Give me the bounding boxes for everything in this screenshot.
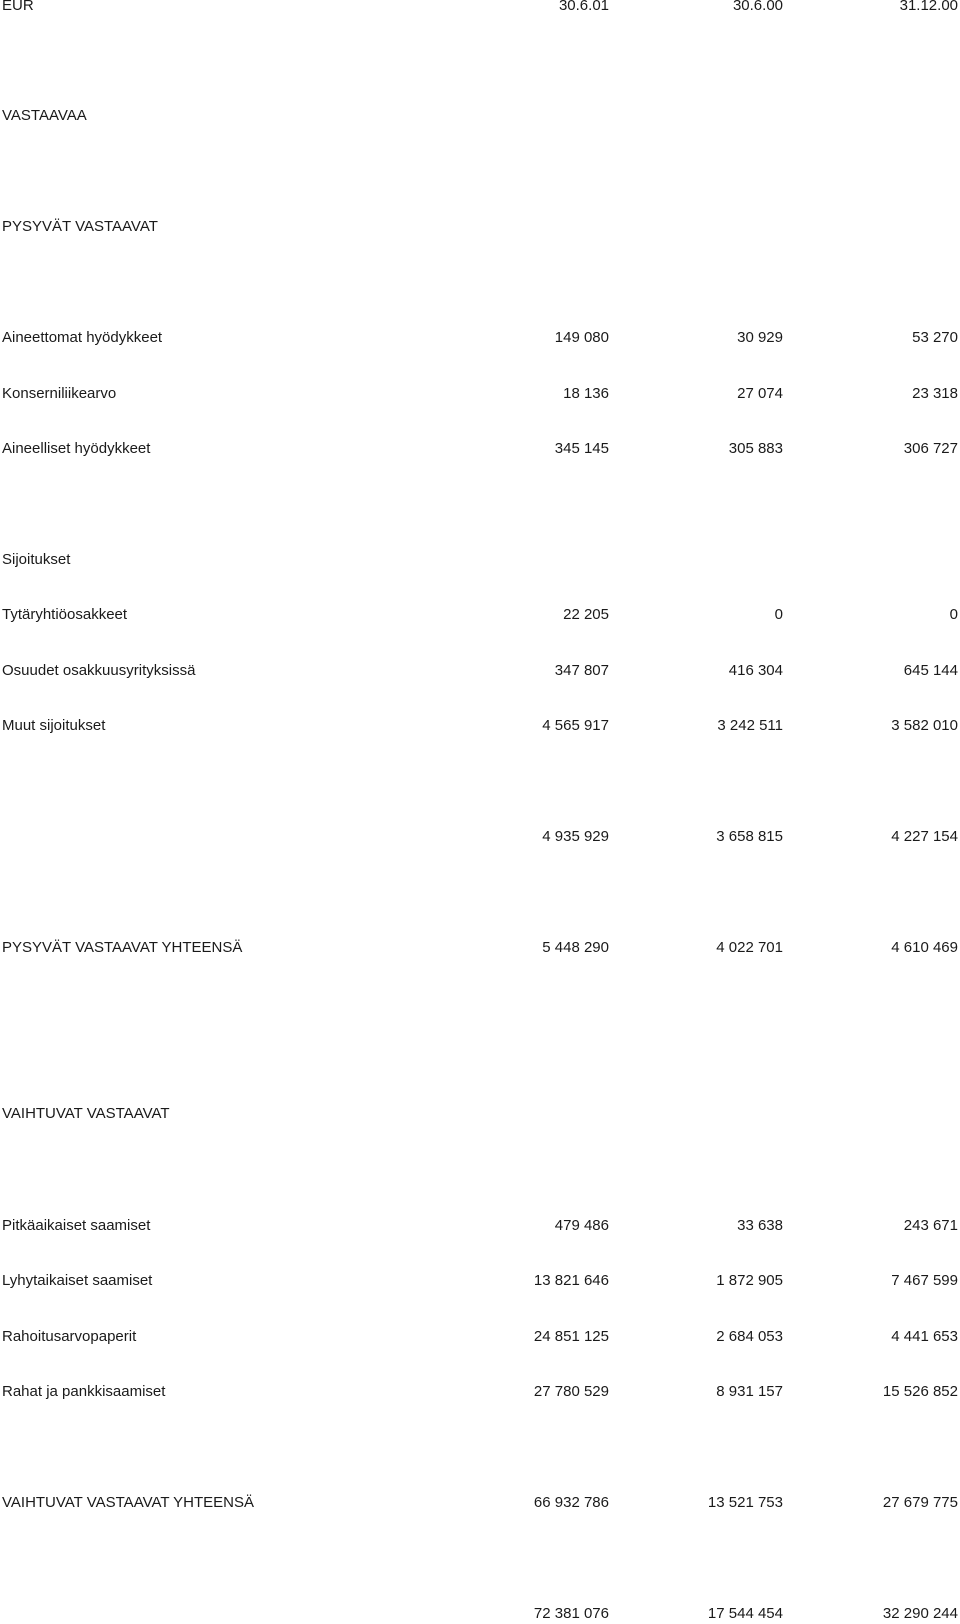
value-31-12-00: 4 227 154 <box>891 828 958 845</box>
value-31-12-00: 4 610 469 <box>891 939 958 956</box>
value-30-6-01: 22 205 <box>563 606 609 623</box>
section-title: VASTAAVAA <box>2 107 87 124</box>
header-row <box>0 0 960 16</box>
row-label: Tytäryhtiöosakkeet <box>2 606 128 623</box>
value-30-6-00: 1 872 905 <box>716 1272 783 1289</box>
table-row <box>0 661 960 681</box>
total-row-vaihtuvat <box>0 1493 960 1513</box>
row-label: Aineelliset hyödykkeet <box>2 440 151 457</box>
value-30-6-00: 2 684 053 <box>716 1328 783 1345</box>
table-row <box>0 384 960 404</box>
table-row <box>0 716 960 736</box>
value-30-6-01: 4 935 929 <box>542 828 609 845</box>
row-label: Pitkäaikaiset saamiset <box>2 1217 151 1234</box>
row-label: Aineettomat hyödykkeet <box>2 329 163 346</box>
currency-label: EUR <box>2 0 34 14</box>
value-31-12-00: 15 526 852 <box>882 1383 958 1400</box>
section-heading-sijoitukset <box>0 550 960 570</box>
subtotal-row-sijoitukset <box>0 827 960 847</box>
row-label: VAIHTUVAT VASTAAVAT YHTEENSÄ <box>2 1494 255 1511</box>
value-30-6-01: 72 381 076 <box>533 1605 609 1622</box>
value-31-12-00: 23 318 <box>912 385 958 402</box>
value-30-6-00: 3 242 511 <box>717 717 783 734</box>
value-30-6-00: 30 929 <box>737 329 783 346</box>
row-label: Rahat ja pankkisaamiset <box>2 1383 166 1400</box>
value-31-12-00: 3 582 010 <box>891 717 958 734</box>
value-31-12-00: 0 <box>949 606 958 623</box>
value-30-6-01: 4 565 917 <box>542 717 609 734</box>
value-30-6-00: 8 931 157 <box>716 1383 783 1400</box>
value-30-6-00: 17 544 454 <box>707 1605 783 1622</box>
value-31-12-00: 645 144 <box>903 662 958 679</box>
section-heading-pysyvat <box>0 217 960 237</box>
table-row <box>0 439 960 459</box>
value-31-12-00: 53 270 <box>912 329 958 346</box>
table-row <box>0 1327 960 1347</box>
row-label: Konserniliikearvo <box>2 385 117 402</box>
table-row <box>0 1382 960 1402</box>
value-30-6-01: 66 932 786 <box>533 1494 609 1511</box>
value-30-6-01: 345 145 <box>554 440 609 457</box>
row-label: Rahoitusarvopaperit <box>2 1328 137 1345</box>
value-31-12-00: 306 727 <box>903 440 958 457</box>
value-30-6-00: 416 304 <box>728 662 783 679</box>
grand-total-row <box>0 1604 960 1624</box>
value-30-6-00: 4 022 701 <box>716 939 783 956</box>
value-30-6-01: 5 448 290 <box>542 939 609 956</box>
value-31-12-00: 243 671 <box>903 1217 958 1234</box>
value-30-6-01: 27 780 529 <box>533 1383 609 1400</box>
header-col-3: 31.12.00 <box>899 0 958 14</box>
total-row-pysyvat <box>0 938 960 958</box>
table-row <box>0 328 960 348</box>
value-31-12-00: 4 441 653 <box>891 1328 958 1345</box>
row-label: Muut sijoitukset <box>2 717 106 734</box>
value-31-12-00: 32 290 244 <box>882 1605 958 1622</box>
table-row <box>0 1216 960 1236</box>
value-30-6-00: 27 074 <box>737 385 783 402</box>
value-30-6-00: 3 658 815 <box>716 828 783 845</box>
section-heading-vaihtuvat <box>0 1104 960 1124</box>
row-label: Osuudet osakkuusyrityksissä <box>2 662 196 679</box>
section-title: VAIHTUVAT VASTAAVAT <box>2 1105 170 1122</box>
table-row <box>0 605 960 625</box>
table-row <box>0 1271 960 1291</box>
row-label: PYSYVÄT VASTAAVAT YHTEENSÄ <box>2 939 243 956</box>
value-31-12-00: 27 679 775 <box>882 1494 958 1511</box>
value-30-6-00: 13 521 753 <box>707 1494 783 1511</box>
section-heading-vastaavaa <box>0 106 960 126</box>
section-title: Sijoitukset <box>2 551 71 568</box>
value-30-6-00: 305 883 <box>728 440 783 457</box>
value-31-12-00: 7 467 599 <box>891 1272 958 1289</box>
row-label: Lyhytaikaiset saamiset <box>2 1272 153 1289</box>
value-30-6-00: 33 638 <box>737 1217 783 1234</box>
value-30-6-01: 24 851 125 <box>533 1328 609 1345</box>
value-30-6-01: 347 807 <box>554 662 609 679</box>
value-30-6-01: 13 821 646 <box>533 1272 609 1289</box>
header-col-1: 30.6.01 <box>558 0 609 14</box>
value-30-6-01: 479 486 <box>554 1217 609 1234</box>
value-30-6-01: 149 080 <box>554 329 609 346</box>
value-30-6-01: 18 136 <box>563 385 609 402</box>
value-30-6-00: 0 <box>774 606 783 623</box>
header-col-2: 30.6.00 <box>732 0 783 14</box>
section-title: PYSYVÄT VASTAAVAT <box>2 218 158 235</box>
